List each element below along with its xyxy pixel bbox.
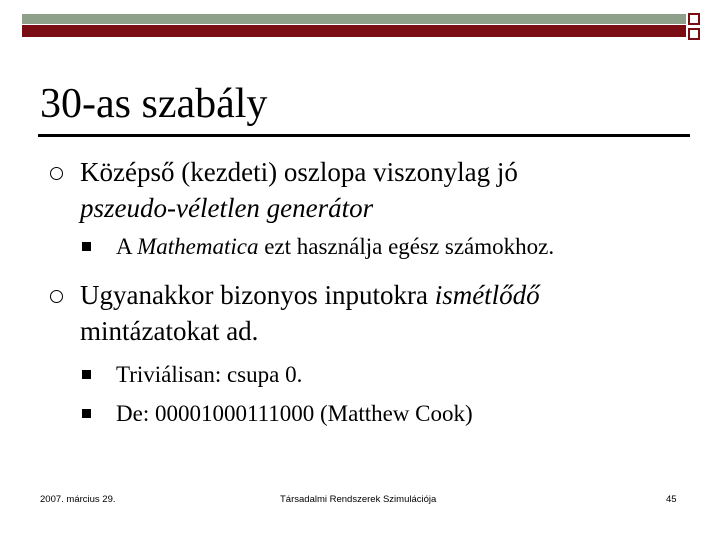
title-divider <box>38 134 690 137</box>
sub-text-prefix: A <box>116 234 138 259</box>
bullet-2-line-1 <box>80 278 680 312</box>
circle-bullet-icon <box>50 290 63 303</box>
slide-title: 30-as szabály <box>40 81 268 127</box>
sub-text-italic: Mathematica <box>137 234 259 259</box>
bullet-2-line-2: mintázatokat ad. <box>80 316 259 346</box>
header-square-icon-bottom <box>688 28 700 40</box>
footer-date: 2007. március 29. <box>40 494 116 505</box>
bullet-2-text: Ugyanakkor bizonyos inputokra <box>80 280 435 310</box>
footer-page-number: 45 <box>666 494 677 505</box>
square-bullet-icon <box>82 242 91 251</box>
header-bar-maroon <box>22 25 686 37</box>
bullet-1-line-2: pszeudo-véletlen generátor <box>80 193 374 223</box>
circle-bullet-icon <box>50 167 63 180</box>
header-square-icon-top <box>688 13 700 25</box>
bullet-1-sub-1 <box>116 232 554 262</box>
footer-course: Társadalmi Rendszerek Szimulációja <box>280 494 437 505</box>
bullet-2-italic: ismétlődő <box>434 280 540 310</box>
sub-text-rest: ezt használja egész számokhoz. <box>258 234 555 259</box>
bullet-2-sub-1: Triviálisan: csupa 0. <box>116 362 303 387</box>
header-bar-green <box>22 14 686 24</box>
square-bullet-icon <box>82 409 91 418</box>
square-bullet-icon <box>82 370 91 379</box>
bullet-2-sub-2: De: 00001000111000 (Matthew Cook) <box>116 401 473 426</box>
bullet-1-line-1: Középső (kezdeti) oszlopa viszonylag jó <box>80 157 518 187</box>
